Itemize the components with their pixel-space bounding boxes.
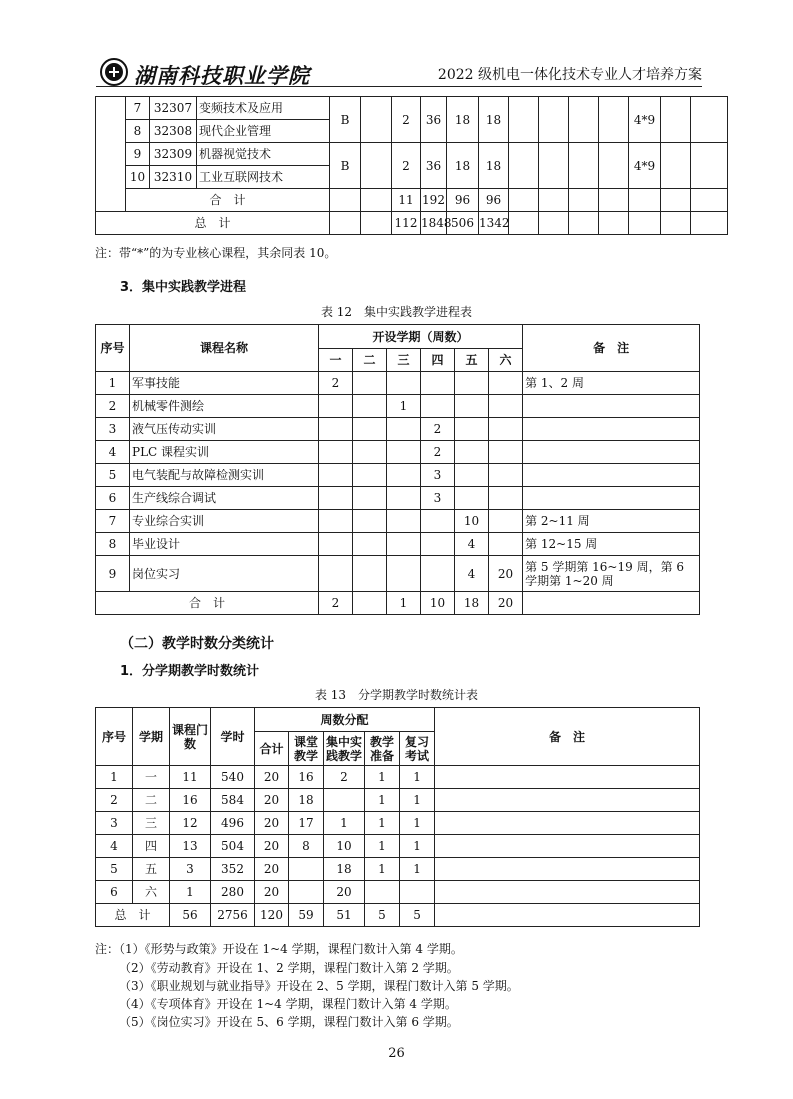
row-number: 4 [96,835,133,858]
weeks-total: 20 [255,835,289,858]
semester-weeks-6 [489,487,523,510]
semester: 六 [133,881,170,904]
header-sem-3: 三 [387,349,421,372]
header-sem-5: 五 [455,349,489,372]
header-sem-2: 二 [353,349,387,372]
header-course-count: 课程门数 [170,708,211,766]
credits: 11 [392,189,421,212]
row-note: 第 5 学期第 16~19 周，第 6 学期第 1~20 周 [523,556,700,592]
header-hours: 学时 [211,708,255,766]
row-note [435,881,700,904]
table-cell [509,189,539,212]
semester-weeks-4 [421,510,455,533]
weeks-practice [324,789,365,812]
header-note: 备 注 [435,708,700,766]
weeks-preparation [365,881,400,904]
course-type: B [330,97,361,143]
course-count: 13 [170,835,211,858]
table-cell [330,189,361,212]
table-cell [691,189,728,212]
row-number: 1 [96,766,133,789]
row-number: 7 [96,510,130,533]
total-sem-3: 1 [387,592,421,615]
row-number: 9 [126,143,150,166]
table-cell [509,212,539,235]
semester-weeks-1 [319,441,353,464]
weeks-classroom [289,858,324,881]
total-label: 总 计 [96,212,330,235]
header-review-exam: 复习考试 [400,732,435,766]
table-cell [569,212,599,235]
semester-weeks-3: 1 [387,395,421,418]
hours: 504 [211,835,255,858]
header-sem-1: 一 [319,349,353,372]
table-row [96,858,700,881]
table-cell [330,212,361,235]
header-sem-6: 六 [489,349,523,372]
subsection-heading: 1．分学期教学时数统计 [120,664,260,679]
semester-weeks-2 [353,372,387,395]
course-name: 液气压传动实训 [130,418,319,441]
table-cell [661,143,691,189]
weeks-classroom: 8 [289,835,324,858]
table-cell [509,143,539,189]
credits: 112 [392,212,421,235]
table-cell [691,212,728,235]
table-cell [661,212,691,235]
row-number: 5 [96,858,133,881]
row-note [435,766,700,789]
note-line: （3）《职业规划与就业指导》开设在 2、5 学期，课程门数计入第 5 学期。 [119,979,519,993]
table-cell [629,212,661,235]
table-cell [599,212,629,235]
table-body [96,766,700,904]
weeks-preparation: 1 [365,766,400,789]
weeks-classroom [289,881,324,904]
semester-hours-table [95,707,700,927]
header-practice: 集中实践教学 [324,732,365,766]
course-code: 32308 [150,120,197,143]
table-cell [96,97,126,212]
weeks-total: 20 [255,881,289,904]
table-header-row [96,325,700,349]
weeks-practice: 10 [324,835,365,858]
semester-weeks-4 [421,533,455,556]
weeks-review: 1 [400,858,435,881]
semester-weeks-1 [319,464,353,487]
row-note [523,441,700,464]
total-weeks: 120 [255,904,289,927]
weeks-practice: 1 [324,812,365,835]
course-name: 工业互联网技术 [197,166,330,189]
weeks-total: 20 [255,766,289,789]
row-number: 7 [126,97,150,120]
week-hours: 4*9 [629,97,661,143]
course-name: 毕业设计 [130,533,319,556]
total-hours: 1848 [421,212,447,235]
semester-weeks-5: 4 [455,556,489,592]
table-cell [539,143,569,189]
table-cell [509,97,539,143]
weeks-total: 20 [255,789,289,812]
logo-text: 湖南科技职业学院 [134,63,310,88]
semester-weeks-6 [489,464,523,487]
row-number: 4 [96,441,130,464]
table-row [96,881,700,904]
credits: 2 [392,97,421,143]
semester-weeks-1 [319,487,353,510]
course-count: 11 [170,766,211,789]
table-row [96,395,700,418]
course-count: 3 [170,858,211,881]
total-sem-4: 10 [421,592,455,615]
weeks-preparation: 1 [365,789,400,812]
table-cell [361,97,392,143]
course-code: 32307 [150,97,197,120]
table-cell [599,97,629,143]
semester-weeks-2 [353,418,387,441]
header-semester: 学期 [133,708,170,766]
row-number: 2 [96,395,130,418]
table-cell [435,904,700,927]
note-line: （4）《专项体育》开设在 1~4 学期，课程门数计入第 4 学期。 [119,997,457,1011]
section-heading: 3．集中实践教学进程 [120,280,247,295]
table-row [96,464,700,487]
table-cell [661,189,691,212]
course-name: 机械零件测绘 [130,395,319,418]
semester-weeks-6 [489,533,523,556]
semester-weeks-3 [387,418,421,441]
course-name: 现代企业管理 [197,120,330,143]
weeks-classroom: 18 [289,789,324,812]
row-number: 9 [96,556,130,592]
total-hours: 36 [421,143,447,189]
table-cell [569,143,599,189]
semester-weeks-1 [319,533,353,556]
weeks-classroom: 17 [289,812,324,835]
row-note [523,464,700,487]
semester-weeks-5 [455,441,489,464]
weeks-review: 1 [400,835,435,858]
college-logo [98,55,310,89]
table-cell [569,97,599,143]
total-hours: 2756 [211,904,255,927]
total-row [96,212,728,235]
table-cell [539,189,569,212]
practice-hours: 96 [479,189,509,212]
header-semester: 开设学期（周数） [319,325,523,349]
course-count: 1 [170,881,211,904]
row-note [435,789,700,812]
header-week-distribution: 周数分配 [255,708,435,732]
semester-weeks-6 [489,441,523,464]
table-footnote: 注：带“*”的为专业核心课程，其余同表 10。 [95,246,337,260]
total-practice: 51 [324,904,365,927]
weeks-review: 1 [400,812,435,835]
total-review: 5 [400,904,435,927]
row-number: 3 [96,812,133,835]
semester-weeks-3 [387,487,421,510]
semester-weeks-3 [387,372,421,395]
total-sem-5: 18 [455,592,489,615]
row-number: 3 [96,418,130,441]
weeks-review: 1 [400,789,435,812]
table-row [96,510,700,533]
semester-weeks-3 [387,464,421,487]
row-note [523,418,700,441]
row-number: 5 [96,464,130,487]
row-note: 第 1、2 周 [523,372,700,395]
table-cell [661,97,691,143]
semester-weeks-5: 4 [455,533,489,556]
semester-weeks-4 [421,372,455,395]
weeks-preparation: 1 [365,812,400,835]
table-cell [361,143,392,189]
course-name: 军事技能 [130,372,319,395]
semester-weeks-2 [353,441,387,464]
weeks-review: 1 [400,766,435,789]
hours: 352 [211,858,255,881]
row-note [435,835,700,858]
total-classroom: 59 [289,904,324,927]
total-label: 合 计 [96,592,319,615]
row-number: 1 [96,372,130,395]
row-number: 2 [96,789,133,812]
table-header-row [96,708,700,732]
table-row [96,441,700,464]
semester-weeks-2 [353,556,387,592]
note-line: 注：（1）《形势与政策》开设在 1~4 学期，课程门数计入第 4 学期。 [95,942,463,956]
page-number: 26 [388,1046,405,1061]
semester-weeks-6 [489,510,523,533]
row-note: 第 12~15 周 [523,533,700,556]
row-note [523,395,700,418]
header-no: 序号 [96,708,133,766]
table-body [96,372,700,592]
semester: 三 [133,812,170,835]
semester: 一 [133,766,170,789]
row-note [523,487,700,510]
table-cell [691,97,728,143]
table-row [96,812,700,835]
header-classroom: 课堂教学 [289,732,324,766]
table-cell [361,212,392,235]
weeks-total: 20 [255,858,289,881]
table-caption: 表 13 分学期教学时数统计表 [314,688,479,702]
header-sem-4: 四 [421,349,455,372]
semester-weeks-6 [489,372,523,395]
practice-hours: 1342 [479,212,509,235]
semester-weeks-1 [319,556,353,592]
semester-weeks-3 [387,441,421,464]
total-sem-2 [353,592,387,615]
note-line: （2）《劳动教育》开设在 1、2 学期，课程门数计入第 2 学期。 [119,961,459,975]
semester-weeks-3 [387,533,421,556]
hours: 540 [211,766,255,789]
credits: 2 [392,143,421,189]
table-row [96,835,700,858]
header-no: 序号 [96,325,130,372]
semester-weeks-2 [353,510,387,533]
table-cell [523,592,700,615]
theory-hours: 18 [447,143,479,189]
weeks-practice: 2 [324,766,365,789]
practice-hours: 18 [479,97,509,143]
row-note: 第 2~11 周 [523,510,700,533]
theory-hours: 18 [447,97,479,143]
weeks-preparation: 1 [365,858,400,881]
semester: 二 [133,789,170,812]
weeks-classroom: 16 [289,766,324,789]
course-type: B [330,143,361,189]
row-number: 8 [126,120,150,143]
row-number: 6 [96,881,133,904]
row-number: 6 [96,487,130,510]
table-cell [599,143,629,189]
course-name: 变频技术及应用 [197,97,330,120]
semester-weeks-5 [455,487,489,510]
semester-weeks-5 [455,395,489,418]
theory-hours: 96 [447,189,479,212]
header-total-weeks: 合计 [255,732,289,766]
document-header-title: 2022 级机电一体化技术专业人才培养方案 [437,67,702,83]
weeks-total: 20 [255,812,289,835]
course-name: 生产线综合调试 [130,487,319,510]
semester-weeks-5 [455,372,489,395]
course-code: 32310 [150,166,197,189]
course-count: 12 [170,812,211,835]
theory-hours: 506 [447,212,479,235]
semester-weeks-4: 2 [421,441,455,464]
total-sem-1: 2 [319,592,353,615]
total-courses: 56 [170,904,211,927]
semester-weeks-4: 3 [421,487,455,510]
weeks-preparation: 1 [365,835,400,858]
total-preparation: 5 [365,904,400,927]
semester-weeks-4: 2 [421,418,455,441]
course-code: 32309 [150,143,197,166]
semester-weeks-1 [319,418,353,441]
weeks-review [400,881,435,904]
total-label: 总 计 [96,904,170,927]
total-hours: 192 [421,189,447,212]
row-note [435,812,700,835]
course-name: 专业综合实训 [130,510,319,533]
semester-weeks-6 [489,418,523,441]
header-divider [96,86,702,87]
table-row [96,789,700,812]
semester-weeks-2 [353,395,387,418]
table-row [96,556,700,592]
semester-weeks-5 [455,464,489,487]
semester-weeks-5: 10 [455,510,489,533]
header-note: 备 注 [523,325,700,372]
hours: 280 [211,881,255,904]
semester-weeks-4 [421,556,455,592]
semester-weeks-1 [319,395,353,418]
total-sem-6: 20 [489,592,523,615]
hours: 584 [211,789,255,812]
row-number: 8 [96,533,130,556]
subtotal-label: 合 计 [126,189,330,212]
semester-weeks-1 [319,510,353,533]
semester-weeks-2 [353,533,387,556]
table-cell [599,189,629,212]
semester-weeks-6: 20 [489,556,523,592]
table-caption: 表 12 集中实践教学进程表 [320,305,473,319]
table-row [96,487,700,510]
total-row [96,592,700,615]
semester-weeks-4 [421,395,455,418]
table-cell [539,97,569,143]
course-name: 机器视觉技术 [197,143,330,166]
weeks-practice: 18 [324,858,365,881]
semester-weeks-2 [353,464,387,487]
table-cell [539,212,569,235]
row-number: 10 [126,166,150,189]
section-heading: （二）教学时数分类统计 [120,636,274,652]
practice-hours: 18 [479,143,509,189]
course-name: 岗位实习 [130,556,319,592]
table-row [96,143,728,166]
table-cell [691,143,728,189]
semester: 五 [133,858,170,881]
semester-weeks-5 [455,418,489,441]
course-table-continuation [95,96,728,235]
total-row [96,904,700,927]
semester-weeks-4: 3 [421,464,455,487]
semester-weeks-6 [489,395,523,418]
course-name: PLC 课程实训 [130,441,319,464]
table-row [96,766,700,789]
subtotal-row [96,189,728,212]
header-preparation: 教学准备 [365,732,400,766]
weeks-practice: 20 [324,881,365,904]
hours: 496 [211,812,255,835]
table-cell [361,189,392,212]
total-hours: 36 [421,97,447,143]
course-name: 电气装配与故障检测实训 [130,464,319,487]
table-row [96,97,728,120]
semester: 四 [133,835,170,858]
semester-weeks-3 [387,510,421,533]
note-line: （5）《岗位实习》开设在 5、6 学期，课程门数计入第 6 学期。 [119,1015,459,1029]
course-count: 16 [170,789,211,812]
semester-weeks-1: 2 [319,372,353,395]
practice-schedule-table [95,324,700,615]
table-cell [629,189,661,212]
semester-weeks-3 [387,556,421,592]
semester-weeks-2 [353,487,387,510]
table-cell [569,189,599,212]
header-course-name: 课程名称 [130,325,319,372]
row-note [435,858,700,881]
table-row [96,372,700,395]
table-row [96,418,700,441]
week-hours: 4*9 [629,143,661,189]
table-row [96,533,700,556]
